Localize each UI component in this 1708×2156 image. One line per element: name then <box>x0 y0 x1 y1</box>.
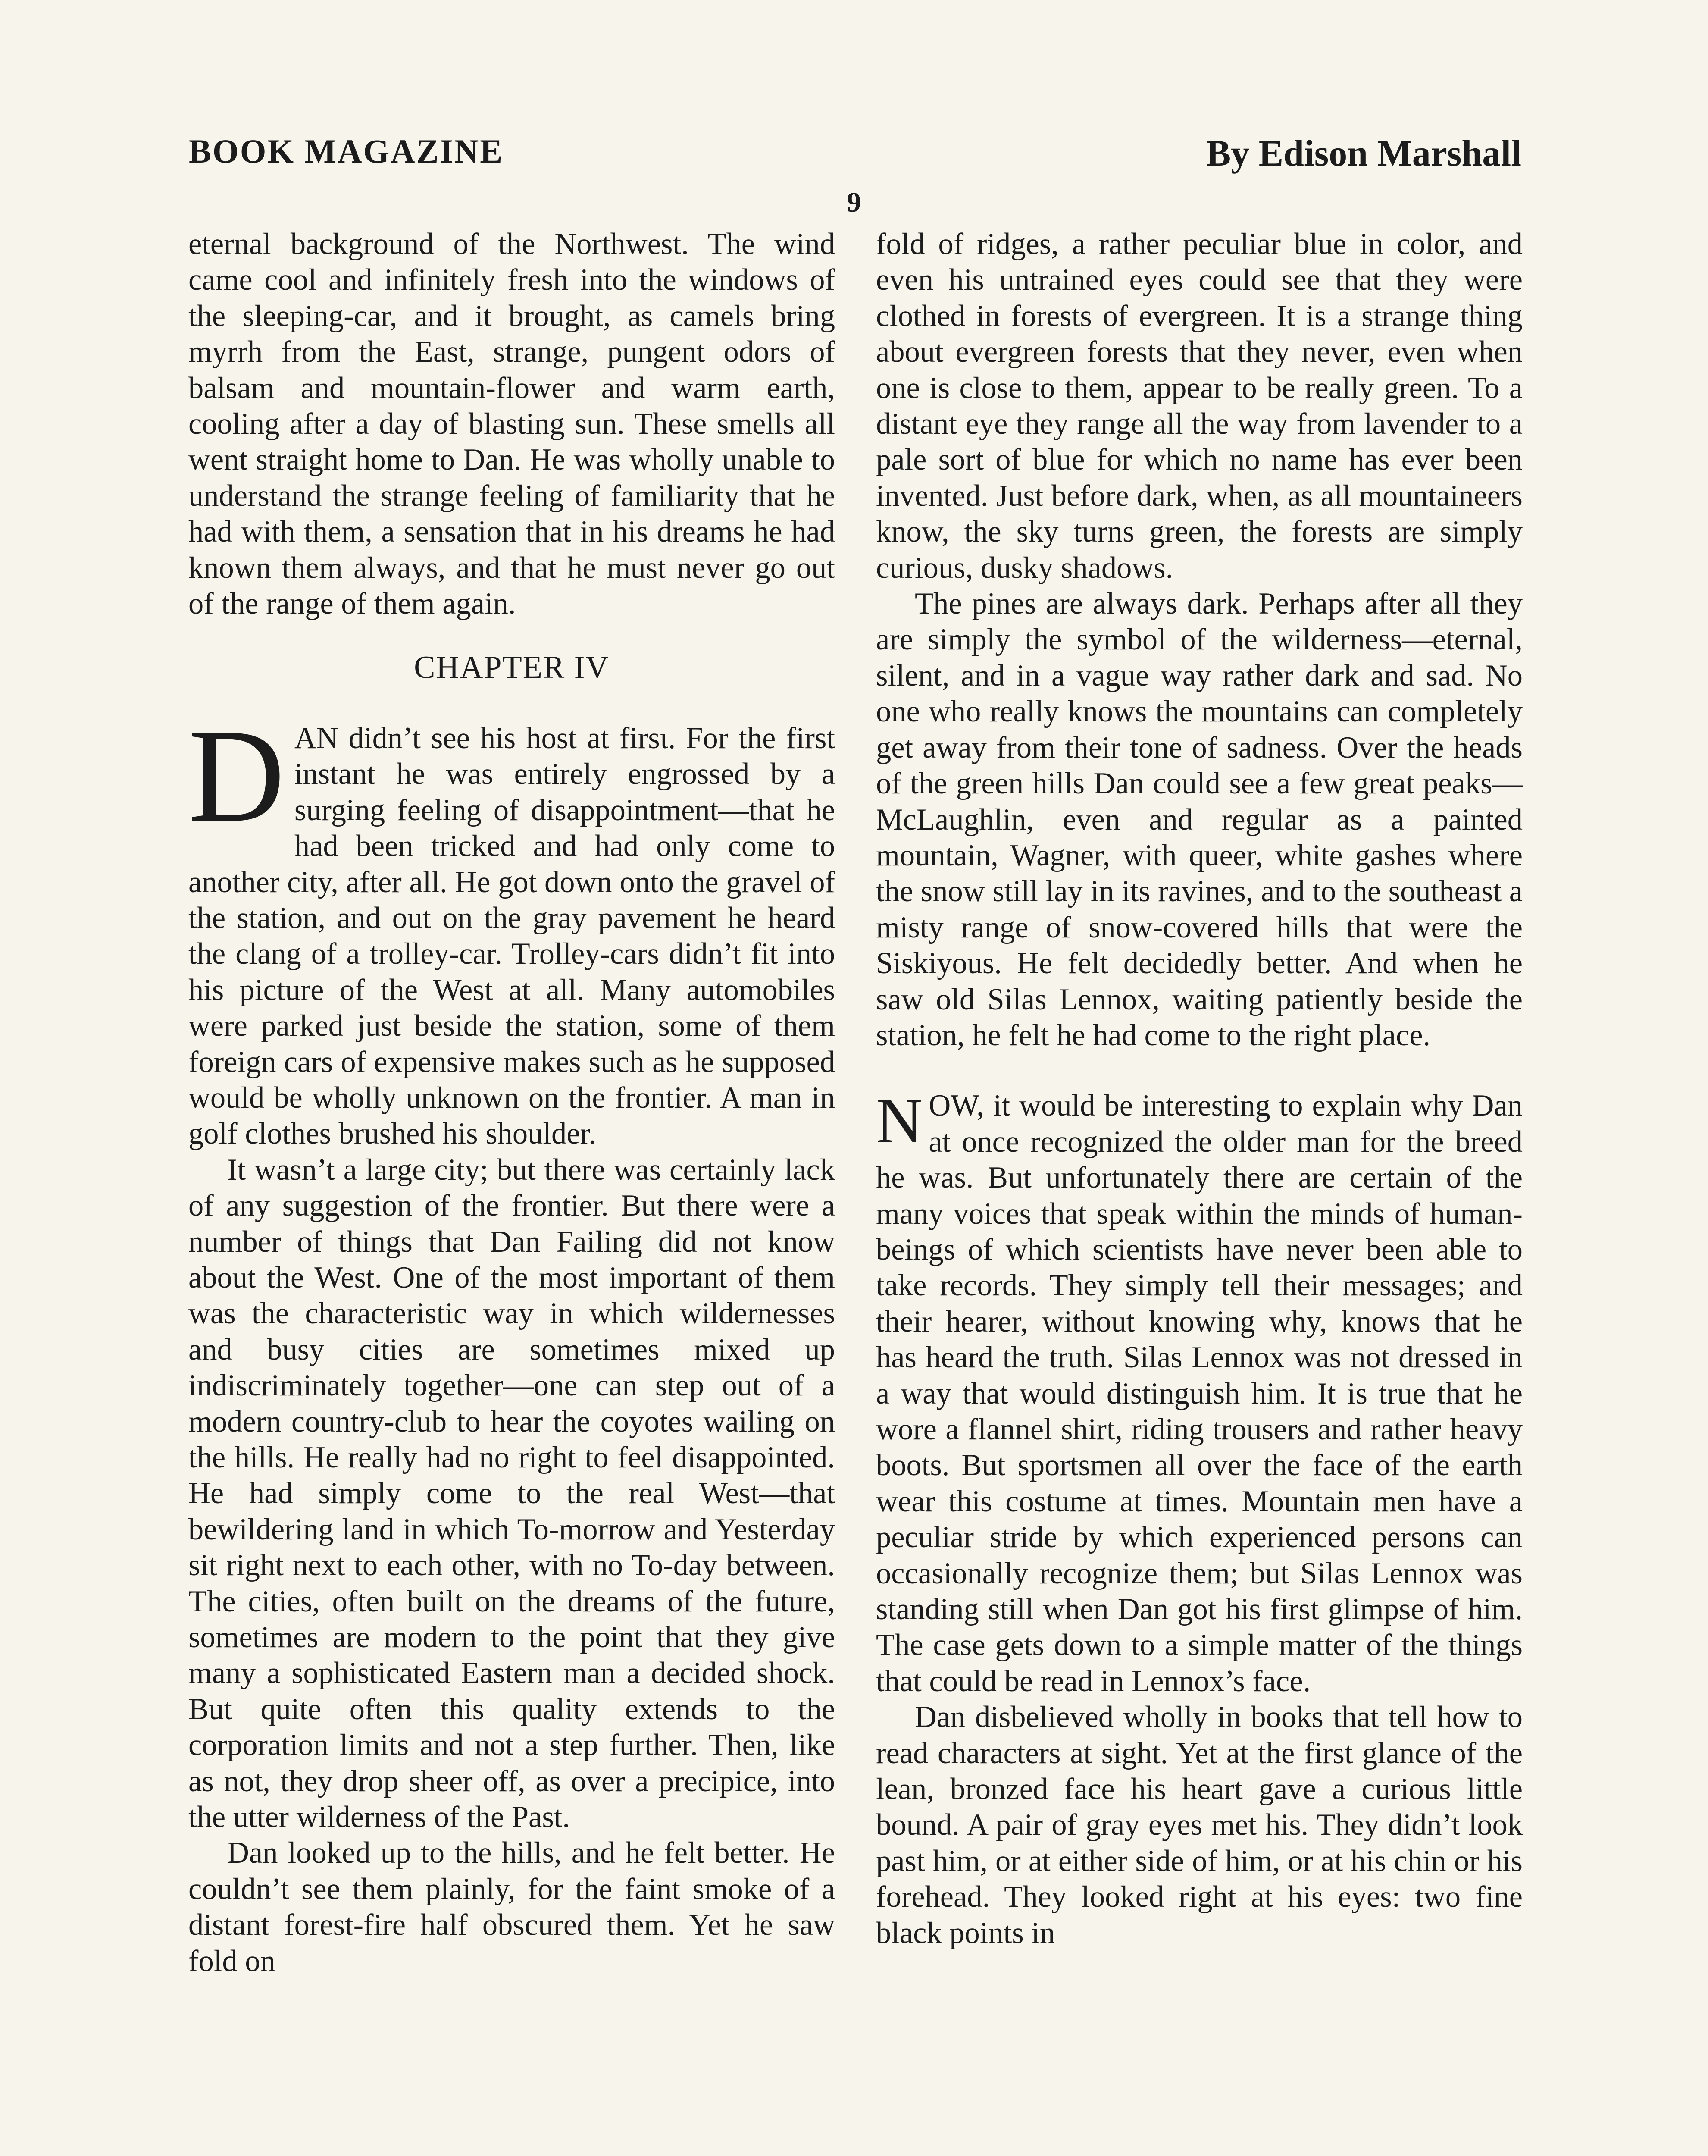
page-number: 9 <box>847 187 861 218</box>
paragraph-text: OW, it would be interesting to explain why Dan at once recognized the older man for the breed he was. But unfortunately there are certain of the many voices that speak within the minds of human-beings of which scientists have never been able to take records. They simply tell their messages; and their hearer, without knowing why, knows that he has heard the truth. Silas Lennox was not dressed in a way that would distinguish him. It is true that he wore a flannel shirt, riding trousers and rather heavy boots. But sportsmen all over the face of the earth wear this costume at times. Mountain men have a peculiar stride by which experienced persons can occasionally recognize them; but Silas Lennox was standing still when Dan got his first glimpse of him. The case gets down to a simple matter of the things that could be read in Lennox’s face. <box>876 1089 1523 1698</box>
section-break <box>876 1053 1523 1088</box>
chapter-heading: CHAPTER IV <box>414 650 610 686</box>
paragraph: eternal background of the Northwest. The wind came cool and infinitely fresh into the windows of the sleeping-car, and it brought, as camels bring myrrh from the East, strange, pungent odors of balsam and mountain-flower and warm earth, cooling after a day of blasting sun. These smells all went straight home to Dan. He was wholly unable to understand the strange feeling of familiarity that he had with them, a sensation that in his dreams he had known them always, and that he must never go out of the range of them again. <box>188 227 835 621</box>
left-column <box>188 226 835 1979</box>
right-column <box>876 226 1523 1951</box>
paragraph-dropcap <box>188 702 835 1152</box>
paragraph: It wasn’t a large city; but there was certainly lack of any suggestion of the frontier. But there were a number of things that Dan Failing did not know about the West. One of the most important of them was the characteristic way in which wildernesses and busy cities are sometimes mixed up indiscriminately together—one can step out of a modern country-club to hear the coyotes wailing on the hills. He really had no right to feel disappointed. He had simply come to the real West—that bewildering land in which To-morrow and Yesterday sit right next to each other, with no To-day between. The cities, often built on the dreams of the future, sometimes are modern to the point that they give many a sophisticated Eastern man a decided shock. But quite often this quality extends to the corporation limits and not a step further. Then, like as not, they drop sheer off, as over a precipice, into the utter wilderness of the Past. <box>188 1153 835 1834</box>
paragraph-dropcap <box>876 1085 1523 1699</box>
paragraph: Dan disbelieved wholly in books that tell how to read characters at sight. Yet at the first glance of the lean, bronzed face his heart gave a curious little bound. A pair of gray eyes met his. They didn’t look past him, or at either side of him, or at his chin or his forehead. They looked right at his eyes: two fine black points in <box>876 1700 1523 1950</box>
paragraph: Dan looked up to the hills, and he felt better. He couldn’t see them plainly, for the faint smoke of a distant forest-fire half obscured them. Yet he saw fold on <box>188 1836 835 1978</box>
drop-cap: D <box>188 702 285 850</box>
paragraph-text: AN didn’t see his host at firsι. For the first instant he was entirely engrossed by a surging feeling of disappointment—that he had been tricked and had only come to another city, after all. He got down onto the gravel of the station, and out on the gray pavement he heard the clang of a trolley-car. Trolley-cars didn’t fit into his picture of the West at all. Many automobiles were parked just beside the station, some of them foreign cars of expensive makes such as he supposed would be wholly unknown on the frontier. A man in golf clothes brushed his shoulder. <box>188 721 835 1151</box>
magazine-title: BOOK MAGAZINE <box>189 132 504 170</box>
author-byline: By Edison Marshall <box>1206 132 1521 174</box>
paragraph: fold of ridges, a rather peculiar blue in color, and even his untrained eyes could see that they were clothed in forests of evergreen. It is a strange thing about evergreen forests that they never, even when one is close to them, appear to be really green. To a distant eye they range all the way from lavender to a pale sort of blue for which no name has ever been invented. Just before dark, when, as all mountaineers know, the sky turns green, the forests are simply curious, dusky shadows. <box>876 227 1523 585</box>
drop-cap: N <box>876 1085 923 1157</box>
paragraph: The pines are always dark. Perhaps after all they are simply the symbol of the wilderness—eternal, silent, and in a vague way rather dark and sad. No one who really knows the mountains can completely get away from their tone of sadness. Over the heads of the green hills Dan could see a few great peaks—McLaughlin, even and regular as a painted mountain, Wagner, with queer, white gashes where the snow still lay in its ravines, and to the southeast a misty range of snow-covered hills that were the Siskiyous. He felt decidedly better. And when he saw old Silas Lennox, waiting patiently beside the station, he felt he had come to the right place. <box>876 587 1523 1052</box>
